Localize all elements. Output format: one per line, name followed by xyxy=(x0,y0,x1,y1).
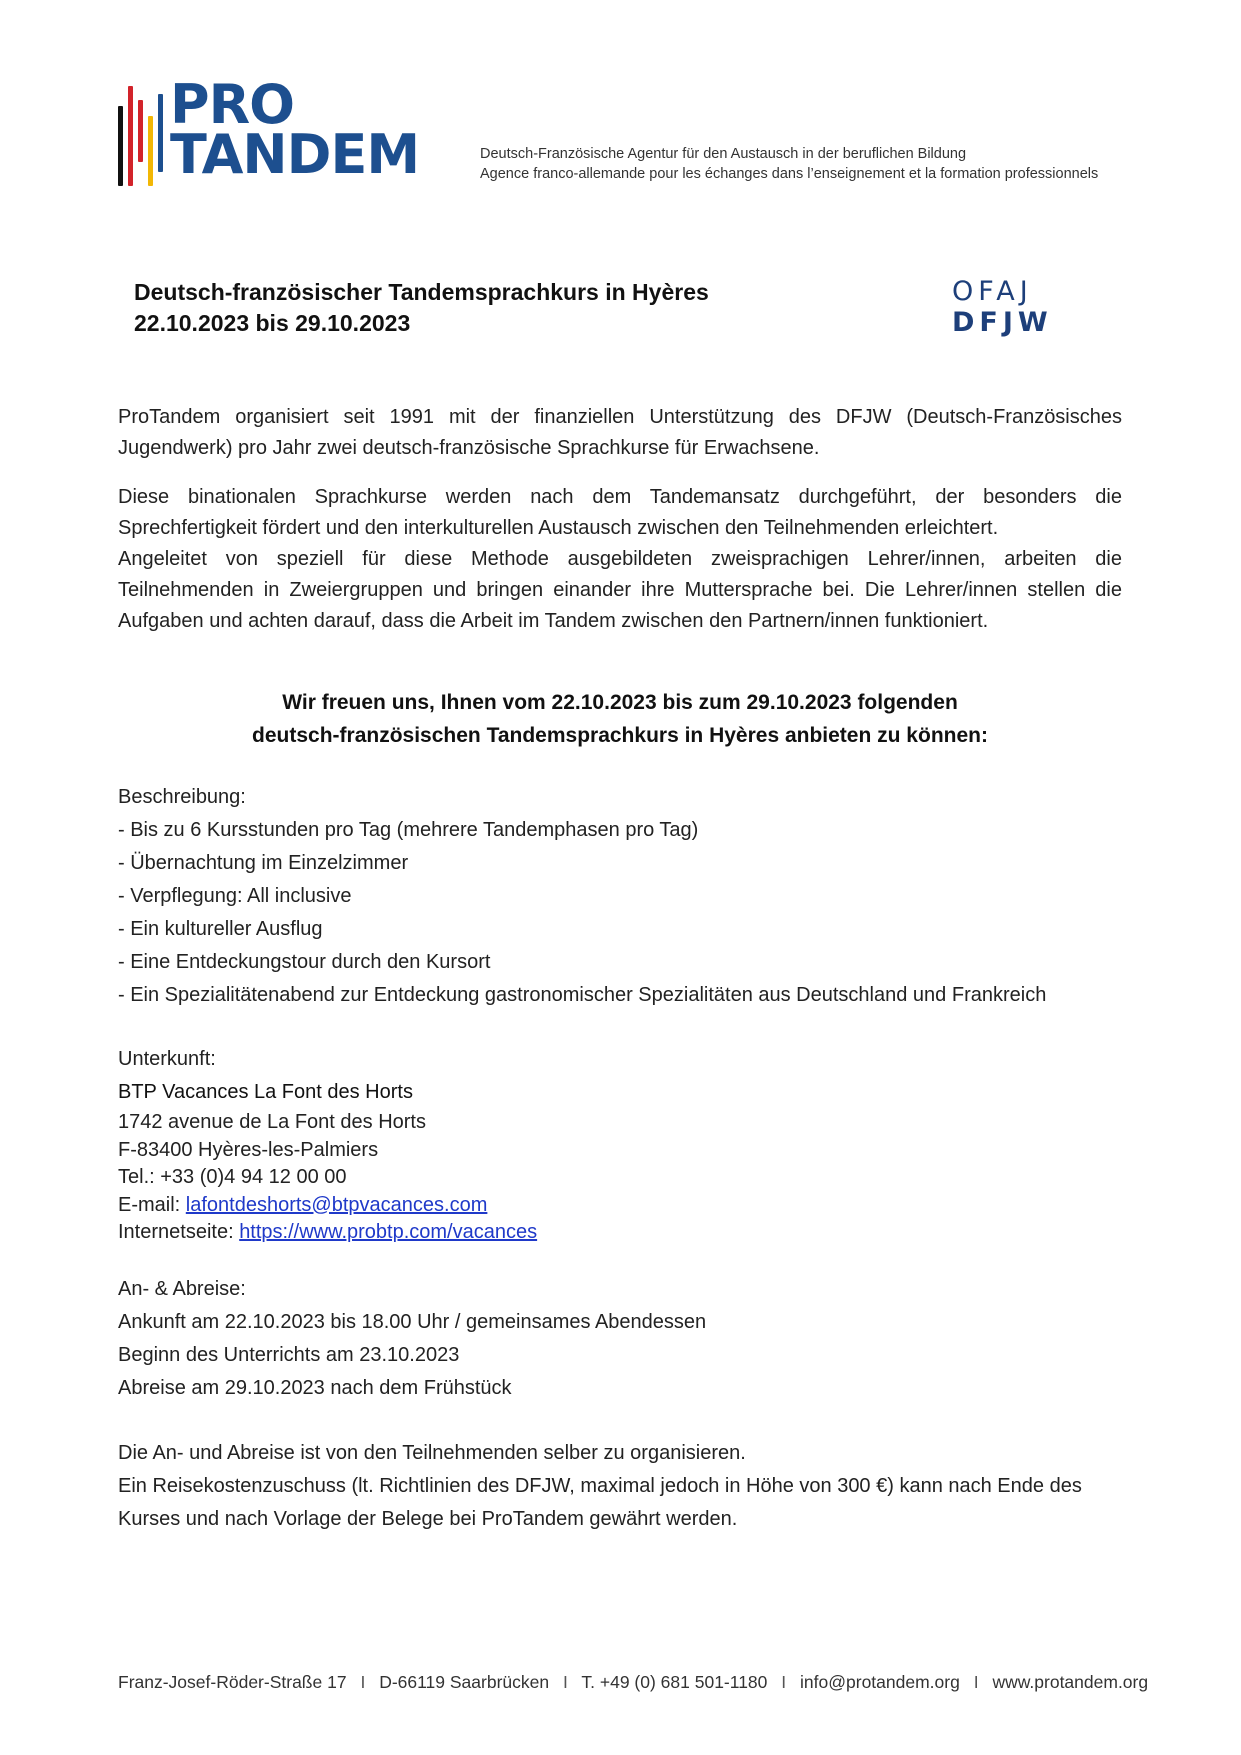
footer-separator: I xyxy=(562,1672,568,1692)
travel-heading: An- & Abreise: xyxy=(118,1278,246,1300)
offer-highlight xyxy=(118,686,1122,752)
ofaj-dfjw-logo xyxy=(952,276,1053,338)
footer-address: Franz-Josef-Röder-Straße 17 xyxy=(118,1672,347,1692)
travel-arrival: Ankunft am 22.10.2023 bis 18.00 Uhr / gemeinsames Abendessen xyxy=(118,1311,707,1333)
venue-email-link[interactable]: lafontdeshorts@btpvacances.com xyxy=(185,1193,488,1216)
list-item: - Übernachtung im Einzelzimmer xyxy=(118,852,409,874)
agency-de: Deutsch-Französische Agentur für den Austausch in der beruflichen Bildung xyxy=(480,146,967,162)
logo-bars-icon xyxy=(118,86,170,186)
footer-separator: I xyxy=(360,1672,366,1692)
agency-fr: Agence franco-allemande pour les échanges dans l’enseignement et la formation professionnels xyxy=(480,166,1099,182)
intro-paragraph-2: Diese binationalen Sprachkurse werden nach dem Tandemansatz durchgeführt, der besonders die Sprechfertigkeit fördert und den interkulturellen Austausch zwischen den Teilnehmenden erleichtert. Angeleitet von speziell für diese Methode ausgebildeten zweisprachigen Lehrer/innen, arbeiten die Teilnehmenden in Zweiergruppen und bringen einander ihre Muttersprache bei. Die Lehrer/innen stellen die Aufgaben und achten darauf, dass die Arbeit im Tandem zwischen den Partnern/innen funktioniert. xyxy=(118,486,1122,632)
protandem-logo xyxy=(118,73,428,186)
footer-web[interactable]: www.protandem.org xyxy=(992,1672,1149,1692)
travel-note-2: Ein Reisekostenzuschuss (lt. Richtlinien des DFJW, maximal jedoch in Höhe von 300 €) kann nach Ende des Kurses und nach Vorlage der Belege bei ProTandem gewährt werden. xyxy=(118,1475,1082,1530)
highlight-line-1: Wir freuen uns, Ihnen vom 22.10.2023 bis zum 29.10.2023 folgenden xyxy=(282,691,958,714)
footer-phone: T. +49 (0) 681 501-1180 xyxy=(581,1672,768,1692)
venue-web-link[interactable]: https://www.probtp.com/vacances xyxy=(239,1221,538,1243)
venue-web-row xyxy=(118,1219,1122,1247)
description-heading: Beschreibung: xyxy=(118,786,246,808)
title-line-1: Deutsch-französischer Tandemsprachkurs in Hyères xyxy=(134,279,709,305)
travel-section xyxy=(118,1273,1122,1405)
document-title xyxy=(134,277,709,339)
travel-departure: Abreise am 29.10.2023 nach dem Frühstück xyxy=(118,1377,512,1399)
venue-phone: Tel.: +33 (0)4 94 12 00 00 xyxy=(118,1166,347,1188)
list-item: - Verpflegung: All inclusive xyxy=(118,885,352,907)
footer-postal: D-66119 Saarbrücken xyxy=(379,1672,550,1692)
travel-start: Beginn des Unterrichts am 23.10.2023 xyxy=(118,1344,460,1366)
venue-email-row xyxy=(118,1192,1122,1220)
list-item: - Eine Entdeckungstour durch den Kursort xyxy=(118,951,491,973)
highlight-line-2: deutsch-französischen Tandemsprachkurs in Hyères anbieten zu können: xyxy=(252,724,988,747)
page-footer xyxy=(118,1672,1149,1693)
list-item: - Ein Spezialitätenabend zur Entdeckung gastronomischer Spezialitäten aus Deutschland und Frankreich xyxy=(118,984,1047,1006)
footer-email[interactable]: info@protandem.org xyxy=(800,1672,960,1692)
web-label: Internetseite: xyxy=(118,1221,240,1243)
email-label: E-mail: xyxy=(118,1193,186,1216)
accommodation-heading: Unterkunft: xyxy=(118,1048,216,1070)
venue-street: 1742 avenue de La Font des Horts xyxy=(118,1111,426,1133)
title-line-2: 22.10.2023 bis 29.10.2023 xyxy=(134,310,411,336)
list-item: - Ein kultureller Ausflug xyxy=(118,918,323,940)
venue-name: BTP Vacances La Font des Horts xyxy=(118,1081,413,1103)
dfjw-logo-row: DFJW xyxy=(952,307,1053,338)
footer-separator: I xyxy=(973,1672,979,1692)
accommodation-section xyxy=(118,1043,1122,1247)
travel-notes xyxy=(118,1437,1122,1536)
intro-paragraph-1: ProTandem organisiert seit 1991 mit der finanziellen Unterstützung des DFJW (Deutsch-Französisches Jugendwerk) pro Jahr zwei deutsch-französische Sprachkurse für Erwachsene. xyxy=(118,406,1122,459)
list-item: - Bis zu 6 Kursstunden pro Tag (mehrere Tandemphasen pro Tag) xyxy=(118,819,699,841)
logo-wordmark: PRO TANDEM xyxy=(170,73,420,186)
ofaj-logo-row: OFAJ xyxy=(952,276,1033,307)
agency-description xyxy=(480,144,1098,184)
travel-note-1: Die An- und Abreise ist von den Teilnehmenden selber zu organisieren. xyxy=(118,1442,746,1464)
description-section xyxy=(118,781,1122,1012)
venue-city: F-83400 Hyères-les-Palmiers xyxy=(118,1138,379,1161)
footer-separator: I xyxy=(781,1672,787,1692)
